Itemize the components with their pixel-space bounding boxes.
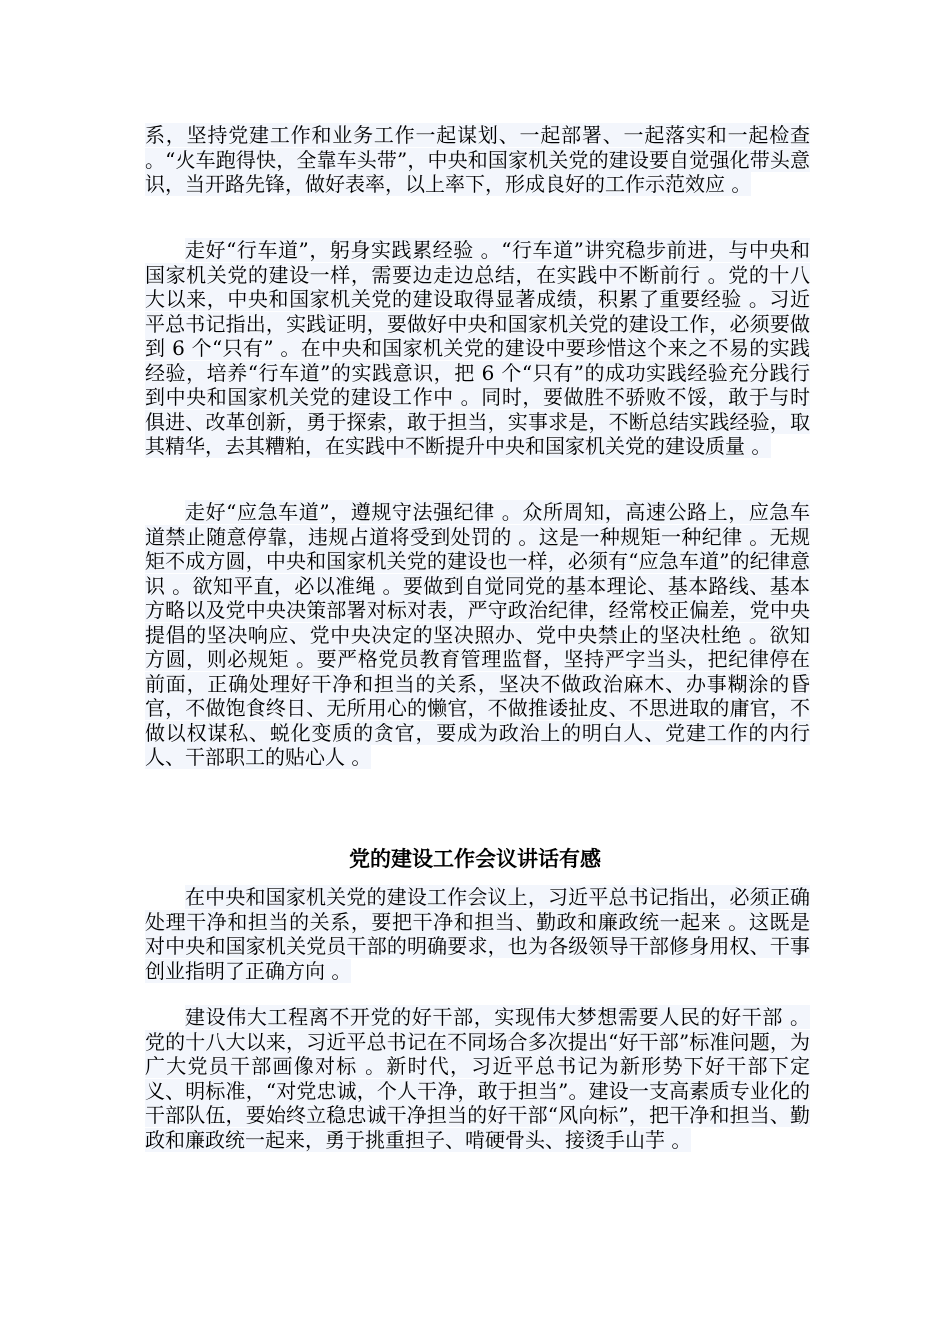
paragraph-emergency-lane (145, 500, 810, 770)
paragraph-text: 系，坚持党建工作和业务工作一起谋划、一起部署、一起落实和一起检查 。“火车跑得快，全靠车头带”，中央和国家机关党的建设要自觉强化带头意识，当开路先锋，做好表率，以上率下，形成良好的工作示范效应 。 (145, 123, 810, 196)
section-heading: 党的建设工作会议讲话有感 (349, 846, 601, 871)
paragraph-meeting-intro (145, 885, 810, 983)
paragraph-good-cadres (145, 1005, 810, 1152)
paragraph-continuation (145, 123, 810, 197)
paragraph-text: 走好“行车道”，躬身实践累经验 。“行车道”讲究稳步前进，与中央和国家机关党的建设一样，需要边走边总结，在实践中不断前行 。党的十八大以来，中央和国家机关党的建设取得显著成绩，积累了重要经验 。习近平总书记指出，实践证明，要做好中央和国家机关党的建设工作，必须要做到 6 个“只有” 。在中央和国家机关党的建设中要珍惜这个来之不易的实践经验，培养“行车道”的实践意识，把 6 个“只有”的成功实践经验充分践行到中央和国家机关党的建设工作中 。同时，要做胜不骄败不馁，敢于与时俱进、改革创新，勇于探索，敢于担当，实事求是，不断总结实践经验，取其精华，去其糟粕，在实践中不断提升中央和国家机关党的建设质量 。 (145, 238, 810, 458)
paragraph-text: 在中央和国家机关党的建设工作会议上，习近平总书记指出，必须正确处理干净和担当的关系，要把干净和担当、勤政和廉政统一起来 。这既是对中央和国家机关党员干部的明确要求，也为各级领导干部修身用权、干事创业指明了正确方向 。 (145, 885, 810, 983)
paragraph-text: 走好“应急车道”，遵规守法强纪律 。众所周知，高速公路上，应急车道禁止随意停靠，违规占道将受到处罚的 。这是一种规矩一种纪律 。无规矩不成方圆，中央和国家机关党的建设也一样，必须有“应急车道”的纪律意识 。欲知平直，必以准绳 。要做到自觉同党的基本理论、基本路线、基本方略以及党中央决策部署对标对表，严守政治纪律，经常校正偏差，党中央提倡的坚决响应、党中央决定的坚决照办、党中央禁止的坚决杜绝 。欲知方圆，则必规矩 。要严格党员教育管理监督，坚持严字当头，把纪律停在前面，正确处理好干净和担当的关系，坚决不做政治麻木、办事糊涂的昏官，不做饱食终日、无所用心的懒官，不做推诿扯皮、不思进取的庸官，不做以权谋私、蜕化变质的贪官，要成为政治上的明白人、党建工作的内行人、干部职工的贴心人 。 (145, 500, 810, 769)
paragraph-text: 建设伟大工程离不开党的好干部，实现伟大梦想需要人民的好干部 。党的十八大以来，习近平总书记在不同场合多次提出“好干部”标准问题，为广大党员干部画像对标 。新时代，习近平总书记为新形势下好干部下定义、明标准，“对党忠诚，个人干净，敢于担当”。建设一支高素质专业化的干部队伍，要始终立稳忠诚干净担当的好干部“风向标”，把干净和担当、勤政和廉政统一起来，勇于挑重担子、啃硬骨头、接烫手山芋 。 (145, 1005, 810, 1152)
paragraph-driving-lane (145, 238, 810, 459)
